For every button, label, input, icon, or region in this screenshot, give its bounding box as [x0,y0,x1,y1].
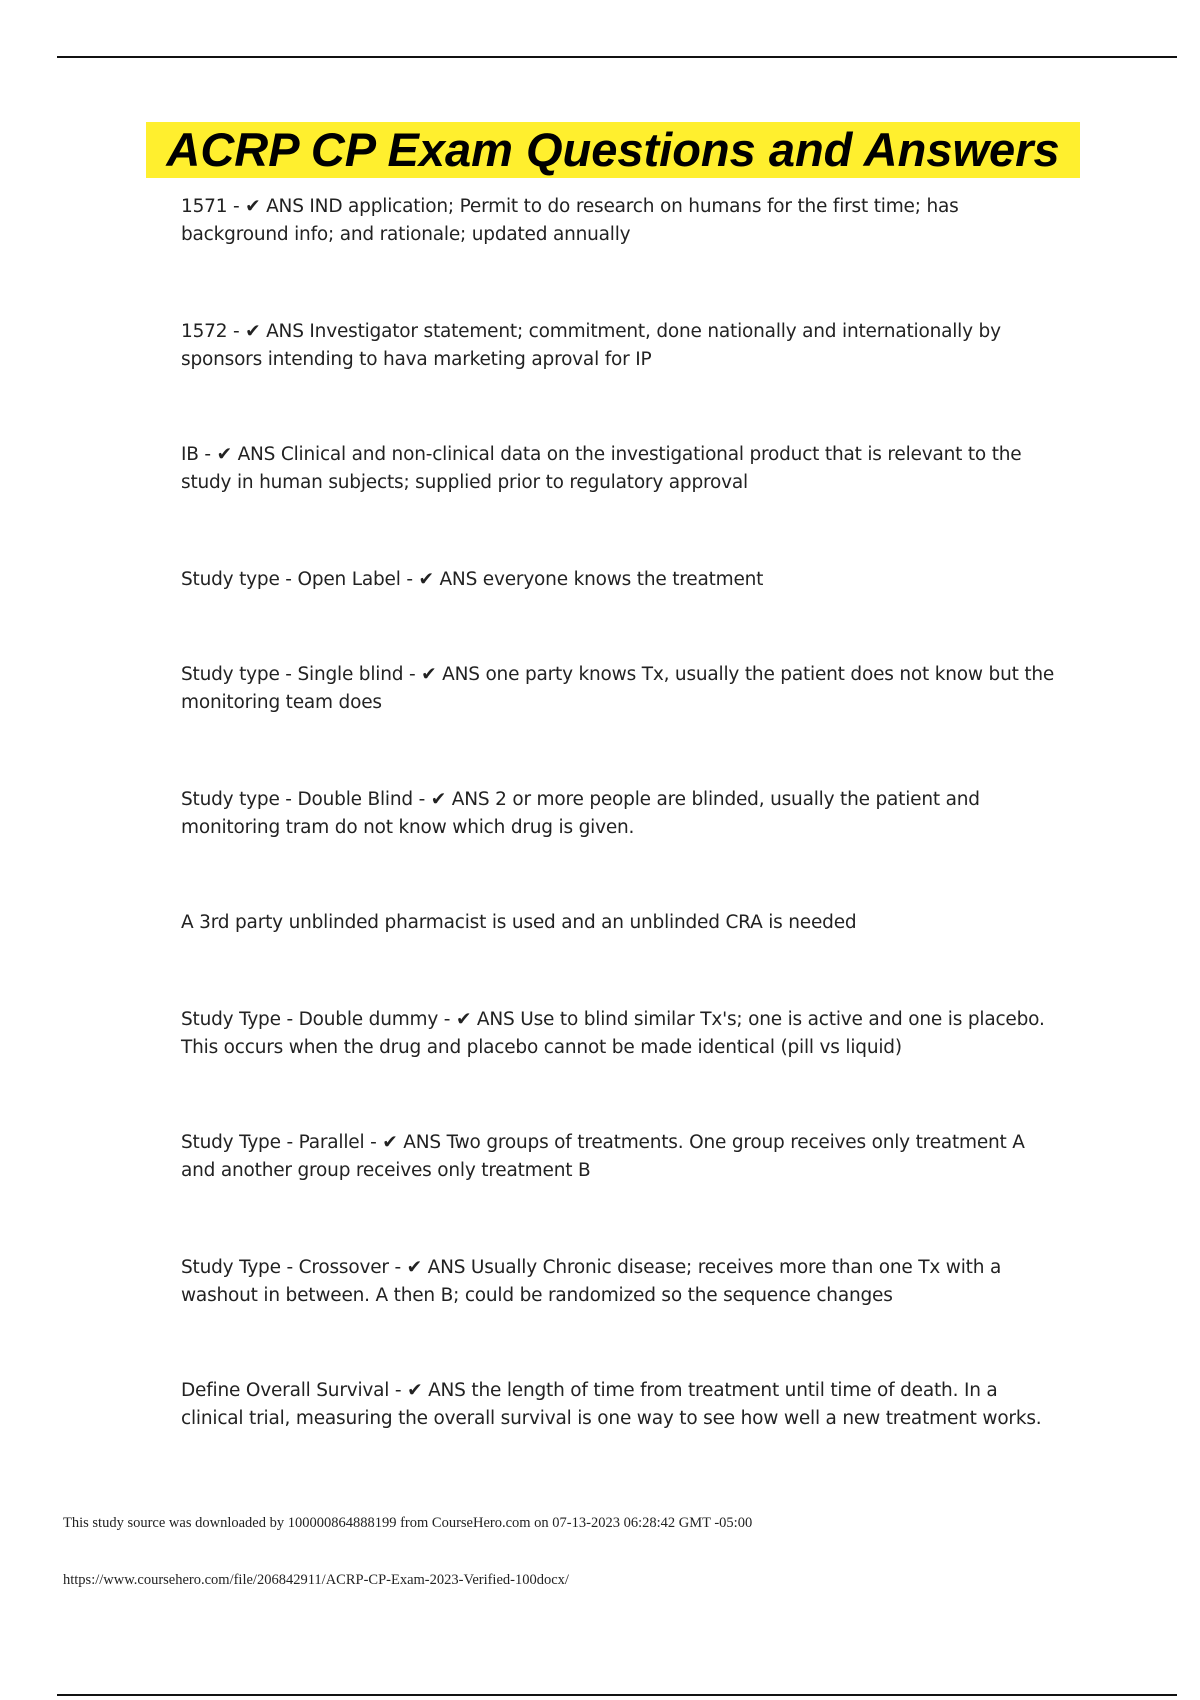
qa-entry: Study Type - Double dummy - ✔ ANS Use to blind similar Tx's; one is active and one is placebo. This occurs when the drug and placebo cannot be made identical (pill vs liquid) [181,1009,1045,1058]
qa-entry: 1571 - ✔ ANS IND application; Permit to do research on humans for the first time; has background info; and rationale; updated annually [181,196,959,245]
qa-entry: 1572 - ✔ ANS Investigator statement; commitment, done nationally and internationally by sponsors intending to hava marketing aproval for IP [181,321,1001,370]
bottom-rule [57,1694,1177,1696]
qa-entry: Define Overall Survival - ✔ ANS the length of time from treatment until time of death. In a clinical trial, measuring the overall survival is one way to see how well a new treatment works. [181,1380,1042,1429]
qa-entry: IB - ✔ ANS Clinical and non-clinical data on the investigational product that is relevant to the study in human subjects; supplied prior to regulatory approval [181,444,1022,493]
top-rule [57,56,1177,58]
qa-entry: A 3rd party unblinded pharmacist is used and an unblinded CRA is needed [181,912,857,933]
qa-entry: Study type - Double Blind - ✔ ANS 2 or more people are blinded, usually the patient and monitoring tram do not know which drug is given. [181,789,980,838]
qa-entry: Study type - Single blind - ✔ ANS one party knows Tx, usually the patient does not know but the monitoring team does [181,664,1055,713]
qa-entry: Study Type - Parallel - ✔ ANS Two groups of treatments. One group receives only treatment A and another group receives only treatment B [181,1132,1025,1181]
qa-entry: Study Type - Crossover - ✔ ANS Usually Chronic disease; receives more than one Tx with a washout in between. A then B; could be randomized so the sequence changes [181,1257,1002,1306]
qa-list [181,193,1061,1433]
source-url[interactable]: https://www.coursehero.com/file/206842911/ACRP-CP-Exam-2023-Verified-100docx/ [63,1572,569,1588]
download-source-note: This study source was downloaded by 100000864888199 from CourseHero.com on 07-13-2023 06:28:42 GMT -05:00 [63,1515,753,1531]
qa-entry: Study type - Open Label - ✔ ANS everyone knows the treatment [181,569,764,590]
document-title: ACRP CP Exam Questions and Answers [166,123,1060,176]
